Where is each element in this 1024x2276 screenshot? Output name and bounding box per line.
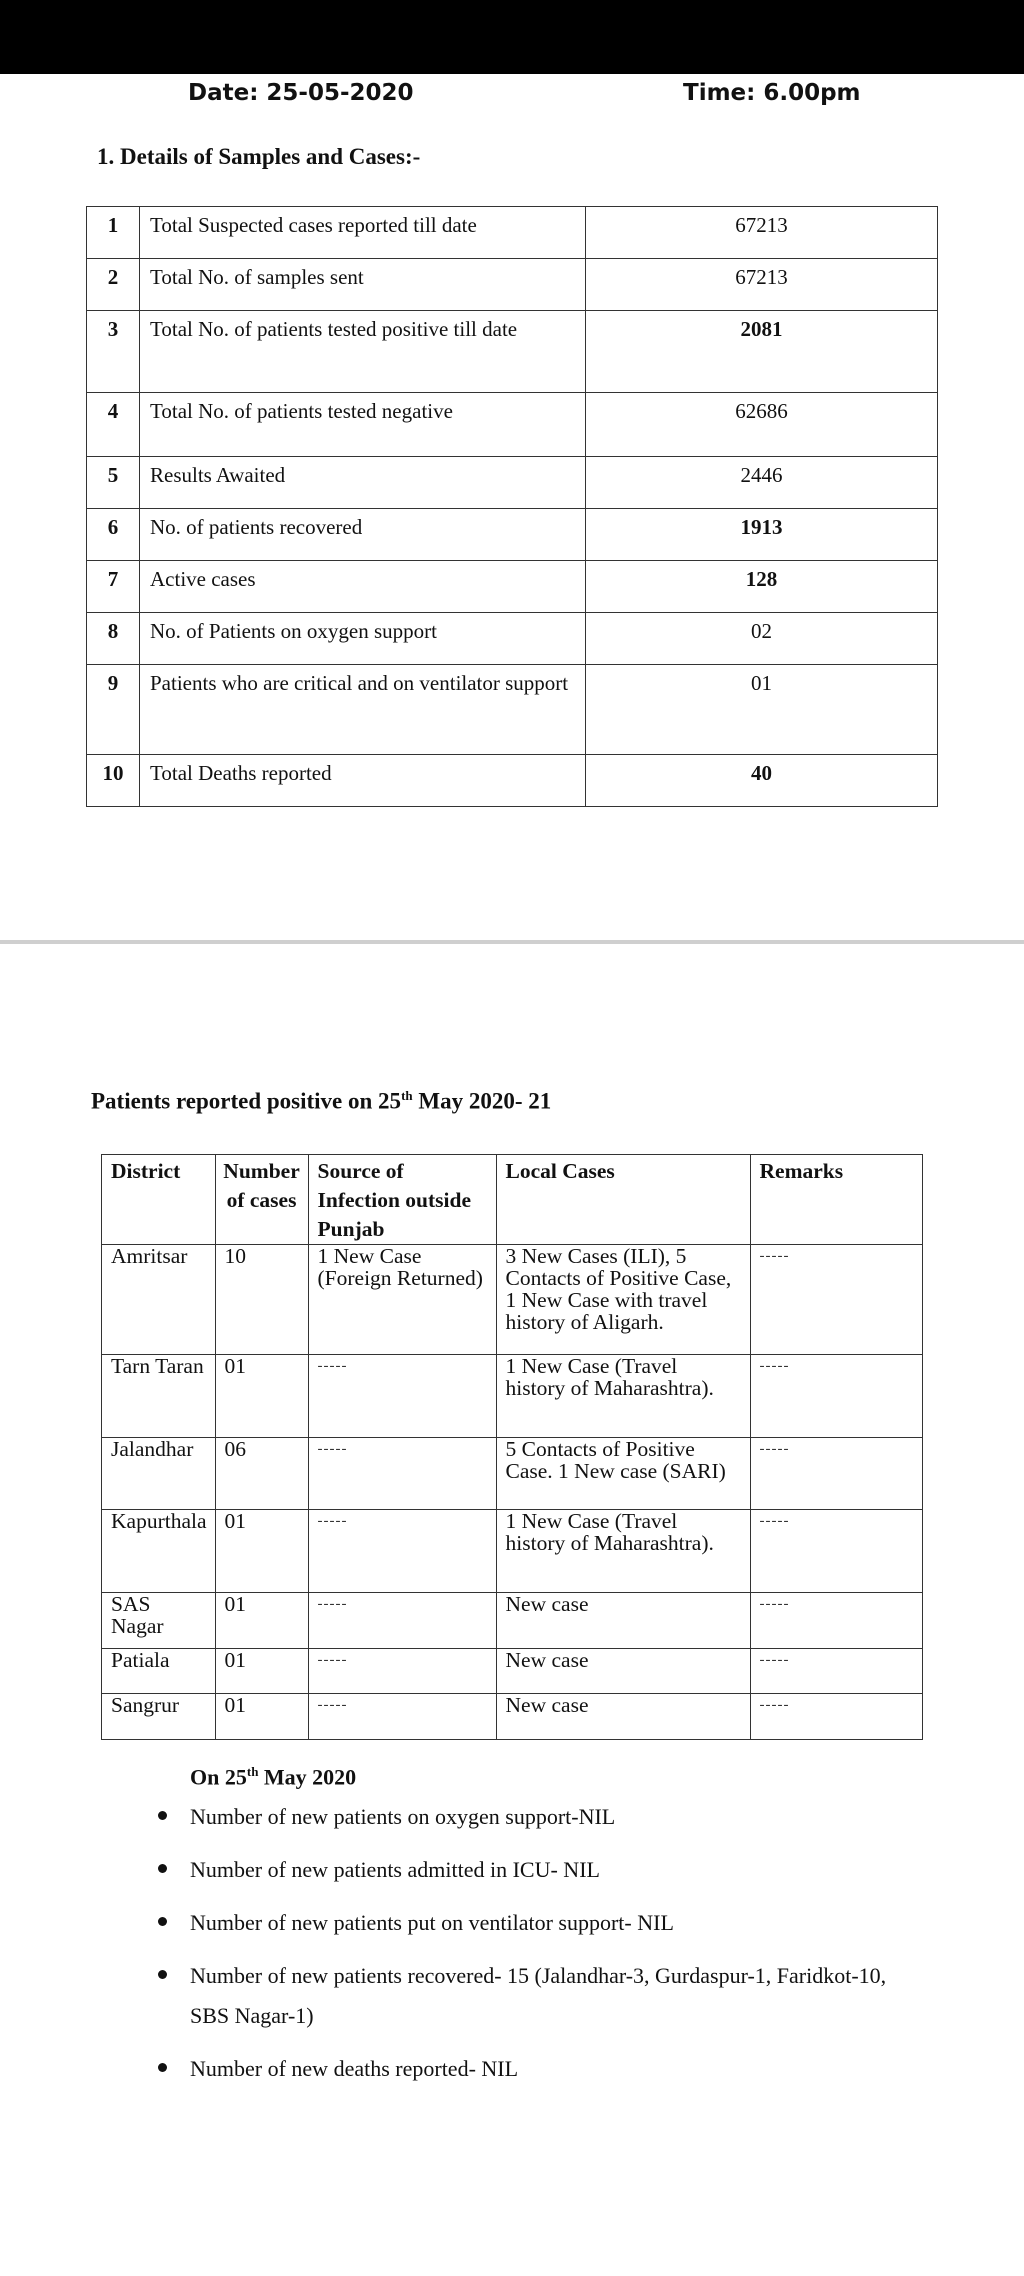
table-row bbox=[87, 457, 938, 509]
table-row bbox=[102, 1593, 923, 1649]
row-value: 2446 bbox=[586, 457, 938, 509]
cell-remarks: ----- bbox=[750, 1694, 922, 1740]
header-local-cases: Local Cases bbox=[496, 1155, 750, 1245]
cell-remarks: ----- bbox=[750, 1593, 922, 1649]
cell-district: Patiala bbox=[102, 1649, 216, 1694]
title-text-pre: Patients reported positive on 25 bbox=[91, 1088, 402, 1114]
row-number: 8 bbox=[87, 613, 140, 665]
table-row bbox=[87, 613, 938, 665]
cell-local-cases: New case bbox=[496, 1649, 750, 1694]
cell-local-cases: New case bbox=[496, 1694, 750, 1740]
list-item-text: Number of new patients recovered- 15 (Jalandhar-3, Gurdaspur-1, Faridkot-10, SBS Nagar-1) bbox=[190, 1963, 887, 2028]
row-value: 2081 bbox=[586, 311, 938, 393]
title-text-post: May 2020- 21 bbox=[412, 1088, 552, 1114]
table-row bbox=[102, 1245, 923, 1355]
cell-cases: 01 bbox=[215, 1510, 308, 1593]
row-label: Total No. of patients tested negative bbox=[140, 393, 586, 457]
table-row bbox=[102, 1649, 923, 1694]
cell-district: Jalandhar bbox=[102, 1438, 216, 1510]
row-label: Active cases bbox=[140, 561, 586, 613]
table-row bbox=[87, 207, 938, 259]
district-cases-table bbox=[101, 1154, 923, 1740]
daily-summary-list bbox=[190, 1797, 910, 2089]
top-black-bar bbox=[0, 0, 1024, 74]
header-number-of-cases: Number of cases bbox=[215, 1155, 308, 1245]
cell-local-cases: 3 New Cases (ILI), 5 Contacts of Positive Case, 1 New Case with travel history of Aligarh. bbox=[496, 1245, 750, 1355]
cell-local-cases: 1 New Case (Travel history of Maharashtra). bbox=[496, 1510, 750, 1593]
row-label: Patients who are critical and on ventilator support bbox=[140, 665, 586, 755]
cell-remarks: ----- bbox=[750, 1649, 922, 1694]
row-label: Total Suspected cases reported till date bbox=[140, 207, 586, 259]
on-date-pre: On 25 bbox=[190, 1764, 247, 1790]
table-row bbox=[87, 755, 938, 807]
on-date-post: May 2020 bbox=[258, 1764, 357, 1790]
row-number: 10 bbox=[87, 755, 140, 807]
cell-cases: 10 bbox=[215, 1245, 308, 1355]
table-header-row bbox=[102, 1155, 923, 1245]
bullet-icon bbox=[158, 1864, 167, 1873]
table-row bbox=[87, 259, 938, 311]
list-item bbox=[190, 1903, 910, 1943]
cell-remarks: ----- bbox=[750, 1355, 922, 1438]
table-row bbox=[87, 509, 938, 561]
cell-local-cases: 5 Contacts of Positive Case. 1 New case (SARI) bbox=[496, 1438, 750, 1510]
cell-district: Sangrur bbox=[102, 1694, 216, 1740]
row-label: Results Awaited bbox=[140, 457, 586, 509]
section-title-positive bbox=[91, 1088, 551, 1115]
row-value: 128 bbox=[586, 561, 938, 613]
row-label: No. of patients recovered bbox=[140, 509, 586, 561]
cell-cases: 06 bbox=[215, 1438, 308, 1510]
samples-cases-table bbox=[86, 206, 938, 807]
cell-source: ----- bbox=[308, 1593, 496, 1649]
list-item-text: Number of new patients put on ventilator support- NIL bbox=[190, 1910, 674, 1935]
row-number: 9 bbox=[87, 665, 140, 755]
list-item-text: Number of new patients on oxygen support-NIL bbox=[190, 1804, 616, 1829]
row-label: Total Deaths reported bbox=[140, 755, 586, 807]
page-divider bbox=[0, 940, 1024, 944]
header-source-of-infection: Source of Infection outside Punjab bbox=[308, 1155, 496, 1245]
row-value: 01 bbox=[586, 665, 938, 755]
table-row bbox=[87, 393, 938, 457]
row-label: Total No. of patients tested positive till date bbox=[140, 311, 586, 393]
bullet-icon bbox=[158, 2063, 167, 2072]
cell-cases: 01 bbox=[215, 1649, 308, 1694]
table-row bbox=[87, 561, 938, 613]
bullet-icon bbox=[158, 1970, 167, 1979]
cell-local-cases: 1 New Case (Travel history of Maharashtra). bbox=[496, 1355, 750, 1438]
cell-source: 1 New Case (Foreign Returned) bbox=[308, 1245, 496, 1355]
cell-remarks: ----- bbox=[750, 1245, 922, 1355]
row-number: 1 bbox=[87, 207, 140, 259]
table-row bbox=[102, 1510, 923, 1593]
cell-local-cases: New case bbox=[496, 1593, 750, 1649]
cell-district: SAS Nagar bbox=[102, 1593, 216, 1649]
cell-source: ----- bbox=[308, 1649, 496, 1694]
cell-remarks: ----- bbox=[750, 1510, 922, 1593]
header-district: District bbox=[102, 1155, 216, 1245]
table-row bbox=[102, 1355, 923, 1438]
table-row bbox=[102, 1694, 923, 1740]
cell-source: ----- bbox=[308, 1694, 496, 1740]
cell-district: Tarn Taran bbox=[102, 1355, 216, 1438]
row-number: 7 bbox=[87, 561, 140, 613]
list-item bbox=[190, 1956, 910, 2036]
list-item-text: Number of new patients admitted in ICU- NIL bbox=[190, 1857, 600, 1882]
row-number: 2 bbox=[87, 259, 140, 311]
list-item bbox=[190, 1850, 910, 1890]
row-value: 1913 bbox=[586, 509, 938, 561]
section-title-samples: 1. Details of Samples and Cases:- bbox=[97, 144, 421, 169]
row-number: 3 bbox=[87, 311, 140, 393]
cell-district: Amritsar bbox=[102, 1245, 216, 1355]
bullet-icon bbox=[158, 1917, 167, 1926]
list-item-text: Number of new deaths reported- NIL bbox=[190, 2056, 519, 2081]
row-value: 40 bbox=[586, 755, 938, 807]
list-item bbox=[190, 1797, 910, 1837]
cell-source: ----- bbox=[308, 1510, 496, 1593]
title-text-sup: th bbox=[401, 1088, 413, 1103]
report-date: Date: 25-05-2020 bbox=[188, 80, 414, 106]
cell-cases: 01 bbox=[215, 1355, 308, 1438]
row-number: 4 bbox=[87, 393, 140, 457]
cell-cases: 01 bbox=[215, 1593, 308, 1649]
table-row bbox=[87, 311, 938, 393]
report-time: Time: 6.00pm bbox=[683, 80, 861, 106]
row-value: 02 bbox=[586, 613, 938, 665]
row-label: Total No. of samples sent bbox=[140, 259, 586, 311]
row-value: 62686 bbox=[586, 393, 938, 457]
on-date-heading bbox=[190, 1764, 356, 1790]
cell-cases: 01 bbox=[215, 1694, 308, 1740]
cell-source: ----- bbox=[308, 1438, 496, 1510]
row-label: No. of Patients on oxygen support bbox=[140, 613, 586, 665]
list-item bbox=[190, 2049, 910, 2089]
on-date-sup: th bbox=[246, 1764, 259, 1779]
row-number: 6 bbox=[87, 509, 140, 561]
cell-source: ----- bbox=[308, 1355, 496, 1438]
header-remarks: Remarks bbox=[750, 1155, 922, 1245]
row-value: 67213 bbox=[586, 259, 938, 311]
table-row bbox=[102, 1438, 923, 1510]
table-row bbox=[87, 665, 938, 755]
cell-district: Kapurthala bbox=[102, 1510, 216, 1593]
cell-remarks: ----- bbox=[750, 1438, 922, 1510]
row-value: 67213 bbox=[586, 207, 938, 259]
bullet-icon bbox=[158, 1811, 167, 1820]
row-number: 5 bbox=[87, 457, 140, 509]
